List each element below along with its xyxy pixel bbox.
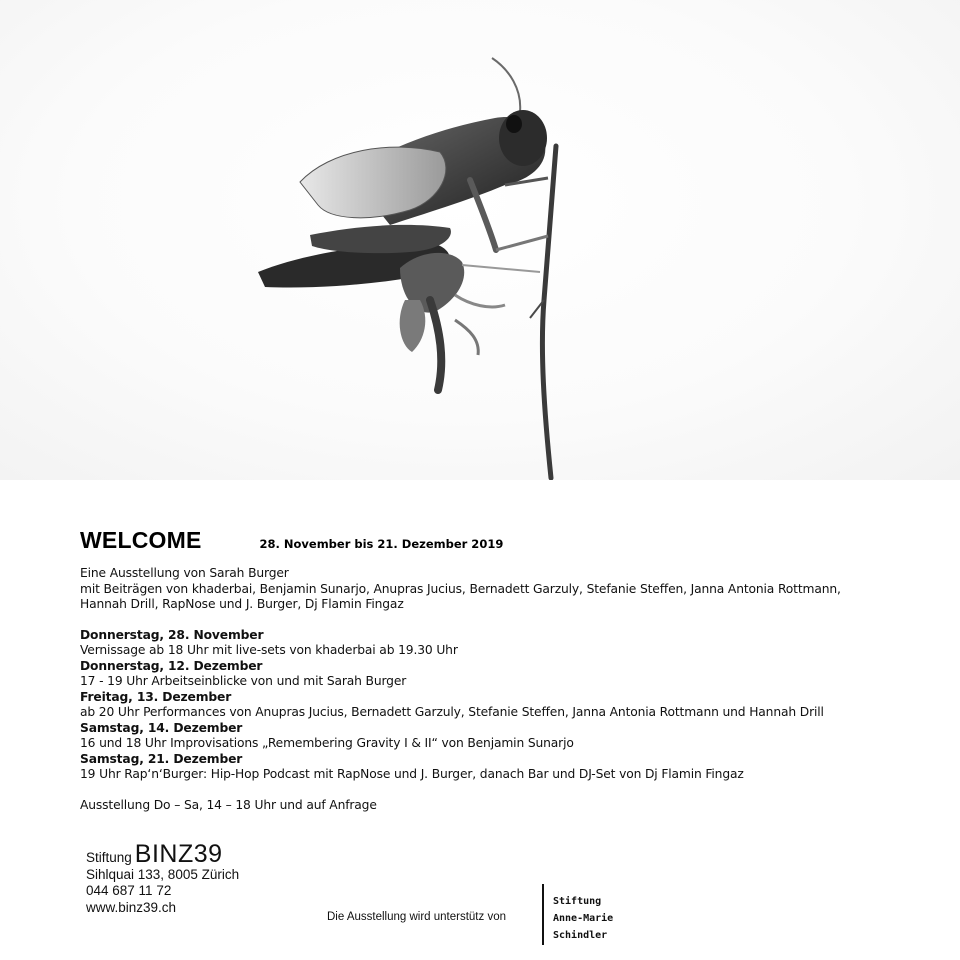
address: Sihlquai 133, 8005 Zürich xyxy=(86,866,240,882)
intro-line: Eine Ausstellung von Sarah Burger xyxy=(80,566,289,580)
phone-number: 044 687 11 72 xyxy=(86,883,172,898)
event-day: Samstag, 21. Dezember xyxy=(80,751,243,766)
opening-hours: Ausstellung Do – Sa, 14 – 18 Uhr und auf Anfrage xyxy=(80,797,377,812)
page-title: WELCOME xyxy=(80,527,202,553)
sponsor-line: Anne-Marie xyxy=(553,913,614,924)
event-description: ab 20 Uhr Performances von Anupras Jucius, Bernadett Garzuly, Stefanie Steffen, Janna Antonia Rottmann und Hannah Drill xyxy=(80,705,824,719)
exhibition-text xyxy=(80,527,940,813)
event-description: Vernissage ab 18 Uhr mit live-sets von khaderbai ab 19.30 Uhr xyxy=(80,643,458,657)
intro-block xyxy=(80,566,940,613)
logo-stiftung-label: Stiftung xyxy=(86,850,132,865)
event-day: Freitag, 13. Dezember xyxy=(80,689,232,704)
event-day: Donnerstag, 12. Dezember xyxy=(80,658,263,673)
event-day: Samstag, 14. Dezember xyxy=(80,720,243,735)
sponsor-logo xyxy=(553,893,613,944)
intro-line: Hannah Drill, RapNose und J. Burger, Dj Flamin Fingaz xyxy=(80,597,404,611)
intro-line: mit Beiträgen von khaderbai, Benjamin Sunarjo, Anupras Jucius, Bernadett Garzuly, Stefanie Steffen, Janna Antonia Rottmann, xyxy=(80,581,841,596)
sponsor-line: Stiftung xyxy=(553,896,602,907)
event-description: 19 Uhr Rap‘n‘Burger: Hip-Hop Podcast mit RapNose und J. Burger, danach Bar und DJ-Set von Dj Flamin Fingaz xyxy=(80,767,744,781)
event-description: 16 und 18 Uhr Improvisations „Remembering Gravity I & II“ von Benjamin Sunarjo xyxy=(80,736,574,750)
exhibition-dates: 28. November bis 21. Dezember 2019 xyxy=(259,537,504,551)
logo-binz39: BINZ39 xyxy=(134,840,223,868)
website-link[interactable]: www.binz39.ch xyxy=(86,899,177,915)
event-day: Donnerstag, 28. November xyxy=(80,627,264,642)
binz39-contact xyxy=(86,840,240,916)
sponsor-divider xyxy=(542,884,544,945)
sponsor-line: Schindler xyxy=(553,930,608,941)
sponsor-note: Die Ausstellung wird unterstütz von xyxy=(327,911,506,923)
binz39-logo xyxy=(86,840,239,868)
event-description: 17 - 19 Uhr Arbeitseinblicke von und mit Sarah Burger xyxy=(80,674,407,688)
heading-row xyxy=(80,527,940,557)
event-list xyxy=(80,628,940,783)
